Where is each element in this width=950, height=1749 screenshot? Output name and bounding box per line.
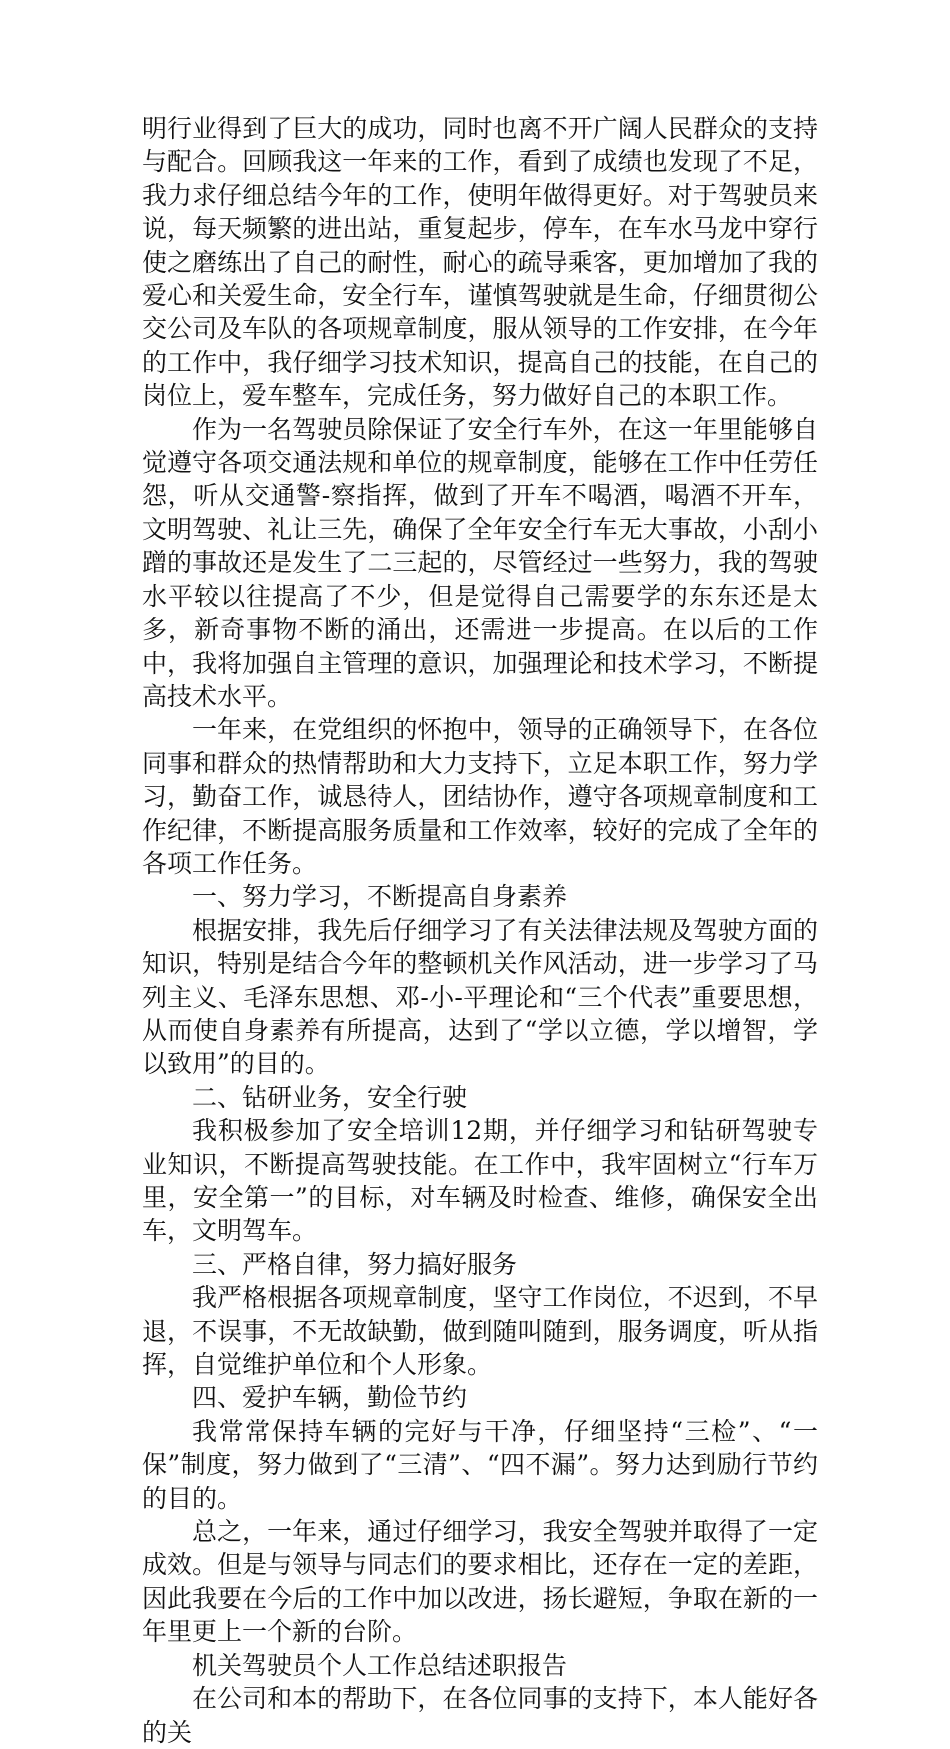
body-paragraph: 在公司和本的帮助下，在各位同事的支持下，本人能好各的关 [142,1684,818,1747]
body-paragraph: 根据安排，我先后仔细学习了有关法律法规及驾驶方面的知识，特别是结合今年的整顿机关作风活动，进一步学习了马列主义、毛泽东思想、邓-小-平理论和“三个代表”重要思想，从而使自身素养有所提高，达到了“学以立德，学以增智，学以致用”的目的。 [142,915,818,1079]
document-title: 机关驾驶员个人工作总结述职报告 [192,1650,568,1680]
document-page [142,112,818,1749]
body-paragraph: 我常常保持车辆的完好与干净，仔细坚持“三检”、“一保”制度，努力做到了“三清”、“四不漏”。努力达到励行节约的目的。 [142,1416,818,1513]
body-paragraph: 总之，一年来，通过仔细学习，我安全驾驶并取得了一定成效。但是与领导与同志们的要求相比，还存在一定的差距，因此我要在今后的工作中加以改进，扬长避短，争取在新的一年里更上一个新的台阶。 [142,1517,818,1647]
body-paragraph: 一年来，在党组织的怀抱中，领导的正确领导下，在各位同事和群众的热情帮助和大力支持下，立足本职工作，努力学习，勤奋工作，诚恳待人，团结协作，遵守各项规章制度和工作纪律，不断提高服务质量和工作效率，较好的完成了全年的各项工作任务。 [142,715,818,878]
body-paragraph: 明行业得到了巨大的成功，同时也离不开广阔人民群众的支持与配合。回顾我这一年来的工作，看到了成绩也发现了不足，我力求仔细总结今年的工作，使明年做得更好。对于驾驶员来说，每天频繁的进出站，重复起步，停车，在车水马龙中穿行使之磨练出了自己的耐性，耐心的疏导乘客，更加增加了我的爱心和关爱生命，安全行车，谨慎驾驶就是生命，仔细贯彻公交公司及车队的各项规章制度，服从领导的工作安排，在今年的工作中，我仔细学习技术知识，提高自己的技能，在自己的岗位上，爱车整车，完成任务，努力做好自己的本职工作。 [142,114,818,411]
body-paragraph: 作为一名驾驶员除保证了安全行车外，在这一年里能够自觉遵守各项交通法规和单位的规章制度，能够在工作中任劳任怨，听从交通警-察指挥，做到了开车不喝酒，喝酒不开车，文明驾驶、礼让三先，确保了全年安全行车无大事故，小刮小蹭的事故还是发生了二三起的，尽管经过一些努力，我的驾驶水平较以往提高了不少，但是觉得自己需要学的东东还是太多，新奇事物不断的涌出，还需进一步提高。在以后的工作中，我将加强自主管理的意识，加强理论和技术学习，不断提高技术水平。 [142,414,818,711]
section-heading: 二、钻研业务，安全行驶 [192,1082,468,1112]
body-paragraph: 我积极参加了安全培训12期，并仔细学习和钻研驾驶专业知识，不断提高驾驶技能。在工作中，我牢固树立“行车万里，安全第一”的目标，对车辆及时检查、维修，确保安全出车，文明驾车。 [142,1116,818,1246]
section-heading: 三、严格自律，努力搞好服务 [192,1249,518,1279]
body-paragraph: 我严格根据各项规章制度，坚守工作岗位，不迟到，不早退，不误事，不无故缺勤，做到随叫随到，服务调度，听从指挥，自觉维护单位和个人形象。 [142,1283,818,1380]
section-heading: 一、努力学习，不断提高自身素养 [192,882,568,912]
section-heading: 四、爱护车辆，勤俭节约 [192,1383,468,1413]
